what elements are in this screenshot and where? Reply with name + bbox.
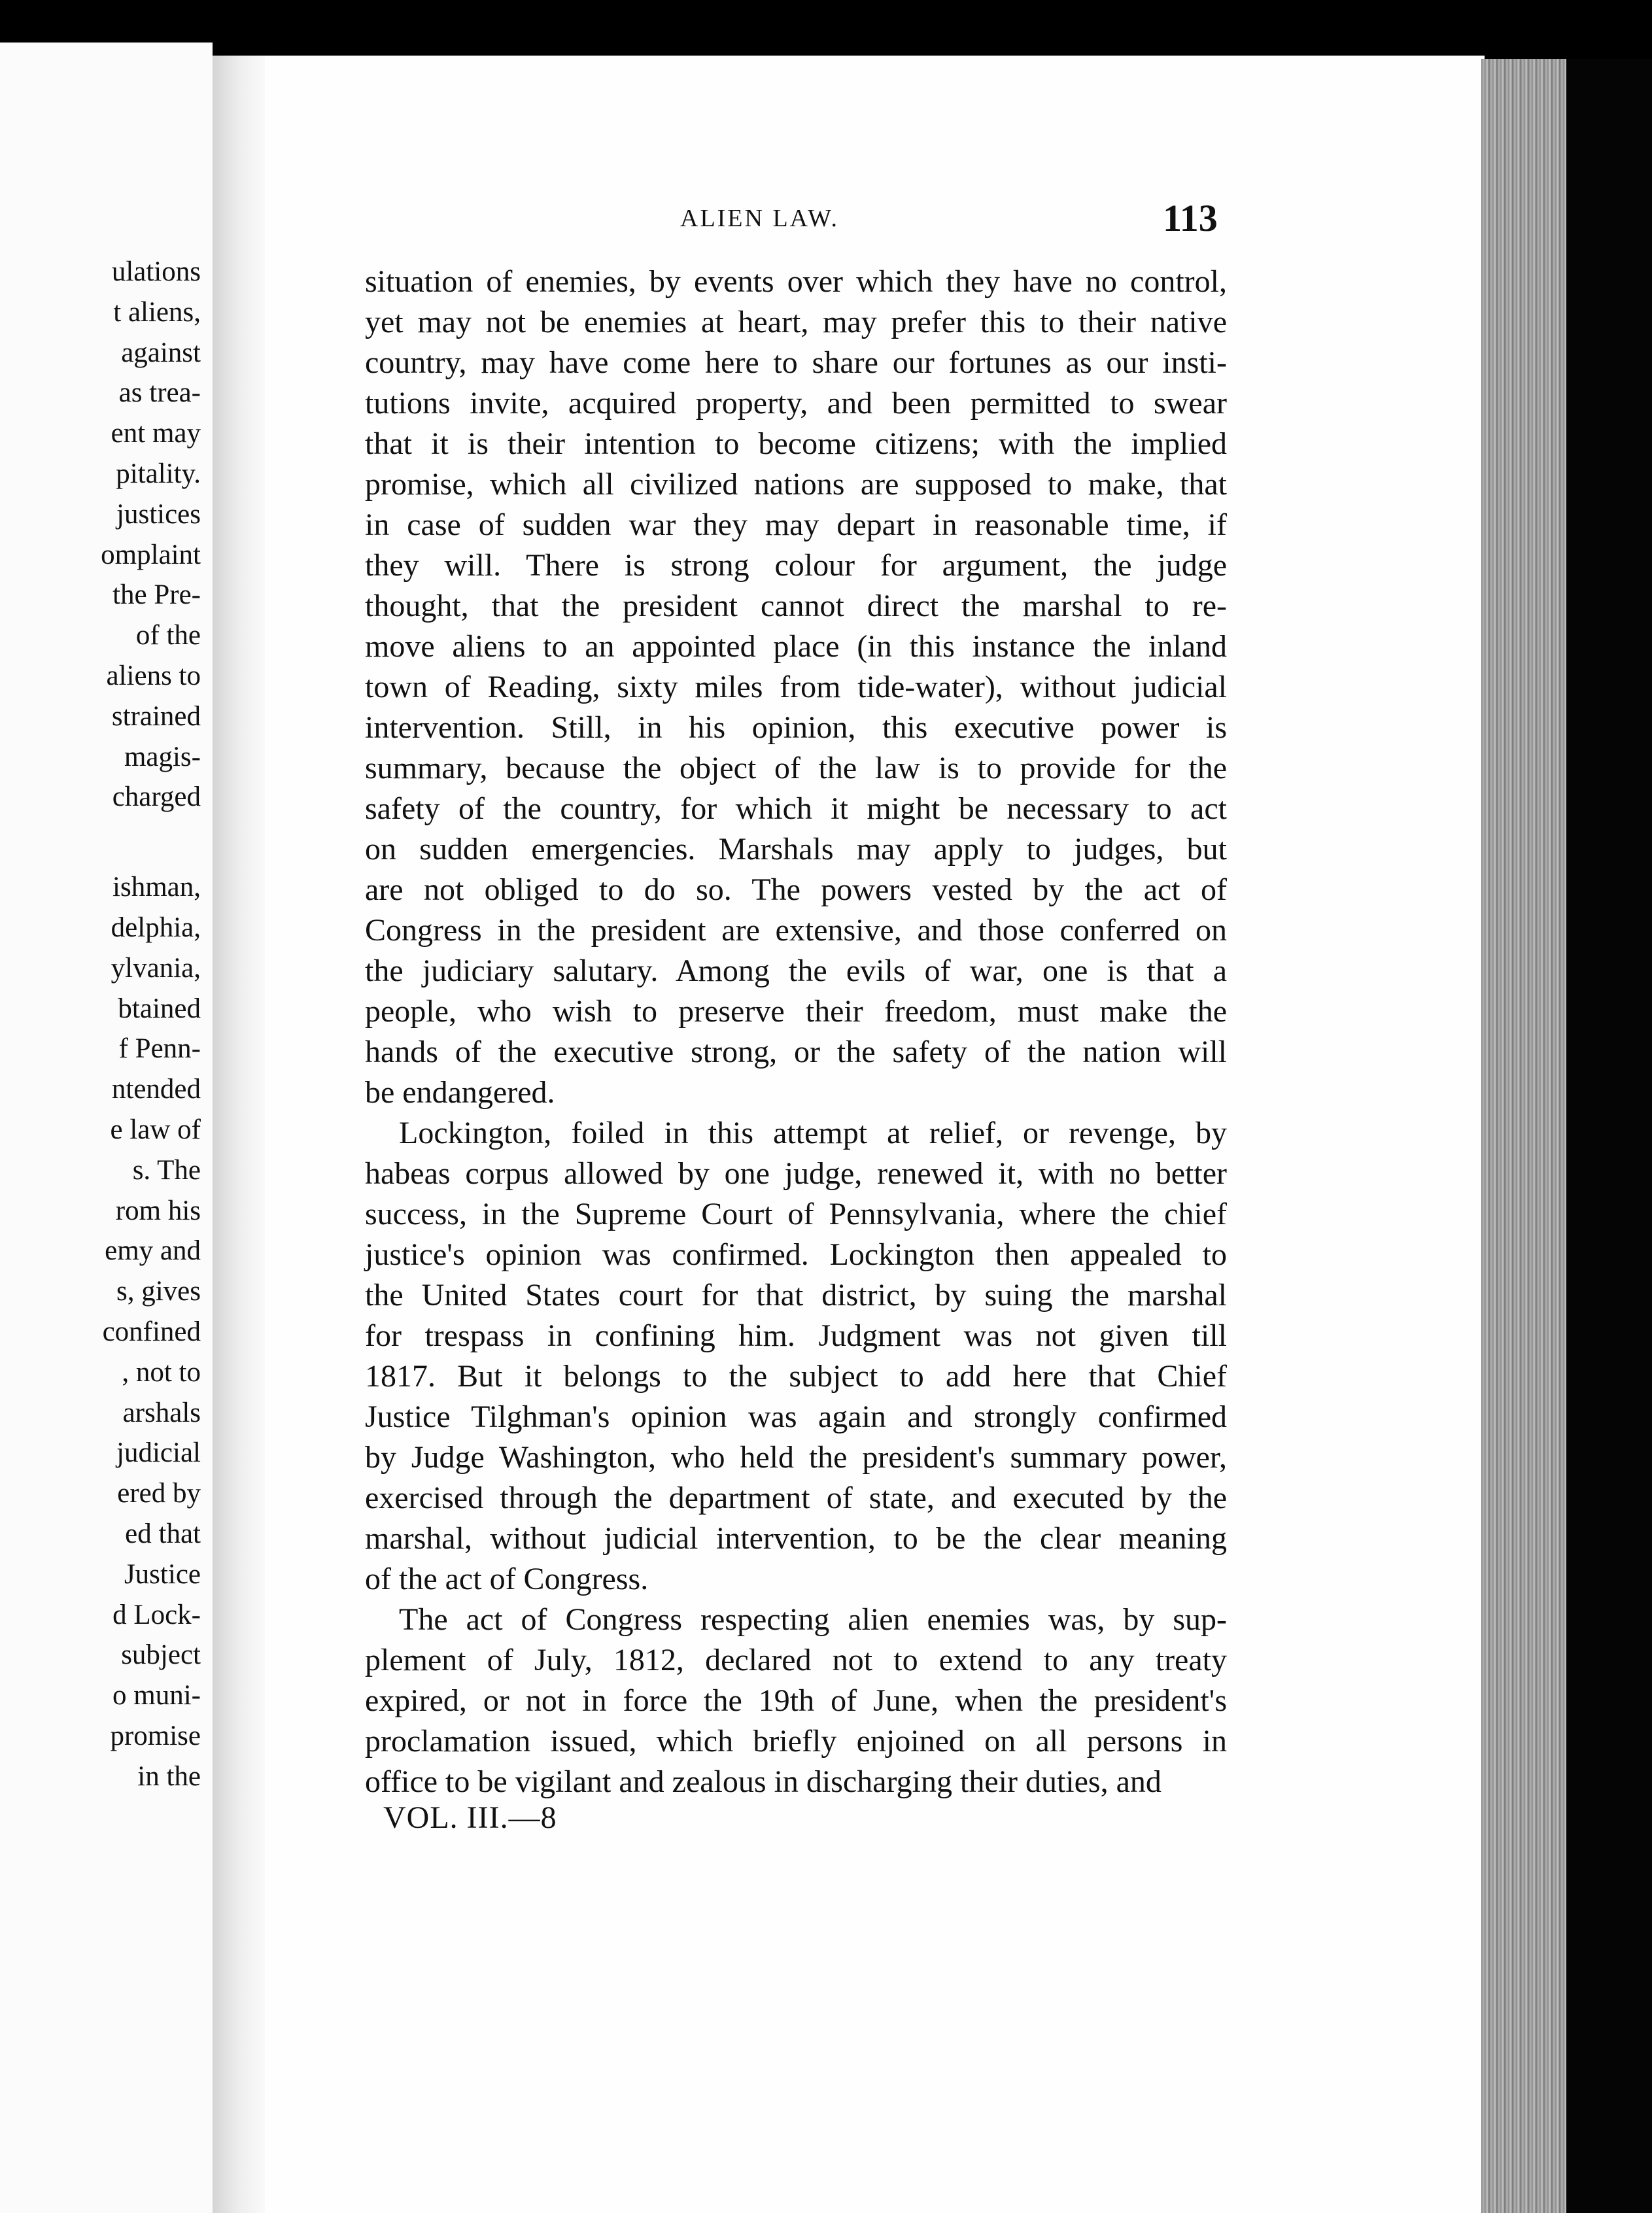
facing-page-line: justices	[116, 498, 201, 530]
facing-page-line: ntended	[111, 1074, 201, 1105]
text-line: Justice Tilghman's opinion was again and strongly confirmed	[365, 1399, 1227, 1434]
facing-page-line: ishman,	[112, 872, 201, 903]
text-line: move aliens to an appointed place (in this instance the inland	[365, 629, 1227, 664]
text-line: Lockington, foiled in this attempt at relief, or revenge, by	[399, 1116, 1227, 1150]
facing-page-line: omplaint	[101, 539, 201, 570]
facing-page-line: ylvania,	[111, 952, 201, 984]
facing-page-line: aliens to	[106, 660, 201, 691]
facing-page-line: s. The	[132, 1154, 201, 1186]
text-line: the United States court for that district, by suing the marshal	[365, 1278, 1227, 1312]
facing-page-line: Justice	[124, 1558, 201, 1590]
text-line: marshal, without judicial intervention, to be the clear meaning	[365, 1521, 1227, 1556]
paragraph	[365, 1600, 1227, 1802]
page-number: 113	[1163, 197, 1218, 239]
paragraph	[365, 262, 1227, 1113]
text-line: they will. There is strong colour for argument, the judge	[365, 548, 1227, 583]
facing-page-line: the Pre-	[112, 579, 201, 611]
text-line: the judiciary salutary. Among the evils of war, one is that a	[365, 953, 1227, 988]
facing-page-line: charged	[112, 781, 201, 813]
facing-page-line: judicial	[116, 1437, 201, 1469]
text-line: are not obliged to do so. The powers vested by the act of	[365, 872, 1227, 907]
text-line: office to be vigilant and zealous in discharging their duties, and	[365, 1764, 1162, 1799]
text-line: tutions invite, acquired property, and been permitted to swear	[365, 386, 1227, 420]
text-line: in case of sudden war they may depart in reasonable time, if	[365, 507, 1227, 542]
facing-page-line: as trea-	[118, 377, 201, 409]
facing-page-line: of the	[135, 620, 201, 651]
text-line: be endangered.	[365, 1075, 555, 1110]
page-fore-edge	[1481, 59, 1570, 2213]
facing-page	[0, 43, 213, 2213]
text-line: plement of July, 1812, declared not to extend to any treaty	[365, 1643, 1227, 1677]
text-line: on sudden emergencies. Marshals may apply to judges, but	[365, 832, 1227, 866]
facing-page-line: t aliens,	[113, 296, 201, 328]
text-line: hands of the executive strong, or the safety of the nation will	[365, 1035, 1227, 1069]
text-line: Congress in the president are extensive, and those conferred on	[365, 913, 1227, 948]
text-line: habeas corpus allowed by one judge, renewed it, with no better	[365, 1156, 1227, 1191]
facing-page-line: against	[121, 337, 201, 368]
facing-page-line: arshals	[122, 1397, 201, 1428]
facing-page-line: confined	[102, 1316, 201, 1347]
text-line: country, may have come here to share our fortunes as our insti-	[365, 345, 1227, 380]
text-line: expired, or not in force the 19th of June, when the president's	[365, 1683, 1227, 1718]
text-line: promise, which all civilized nations are supposed to make, that	[365, 467, 1227, 502]
facing-page-line: ent may	[111, 418, 201, 449]
text-line: for trespass in confining him. Judgment was not given till	[365, 1318, 1227, 1353]
text-line: The act of Congress respecting alien enemies was, by sup-	[399, 1602, 1227, 1637]
facing-page-line: , not to	[122, 1356, 201, 1388]
facing-page-line: ered by	[117, 1478, 201, 1509]
background-shadow	[1566, 59, 1652, 2213]
facing-page-line: delphia,	[111, 912, 201, 943]
facing-page-line: btained	[118, 993, 201, 1024]
facing-page-text	[5, 252, 201, 1796]
facing-page-line: pitality.	[116, 458, 201, 489]
facing-page-line: ed that	[125, 1518, 201, 1549]
facing-page-line: d Lock-	[112, 1599, 201, 1630]
text-line: safety of the country, for which it might be necessary to act	[365, 791, 1227, 826]
facing-page-line: magis-	[124, 741, 201, 772]
facing-page-line: e law of	[110, 1114, 201, 1145]
running-title: ALIEN LAW.	[680, 205, 839, 232]
text-line: success, in the Supreme Court of Pennsylvania, where the chief	[365, 1197, 1227, 1231]
text-line: that it is their intention to become citizens; with the implied	[365, 426, 1227, 461]
text-line: proclamation issued, which briefly enjoined on all persons in	[365, 1724, 1227, 1758]
text-line: thought, that the president cannot direct the marshal to re-	[365, 589, 1227, 623]
facing-page-line: subject	[121, 1639, 201, 1671]
facing-page-line: f Penn-	[118, 1033, 201, 1065]
paragraph	[365, 1113, 1227, 1600]
text-line: summary, because the object of the law is to provide for the	[365, 751, 1227, 785]
body-text	[365, 262, 1227, 1802]
facing-page-line: promise	[110, 1720, 201, 1751]
text-line: situation of enemies, by events over which they have no control,	[365, 264, 1227, 299]
text-line: yet may not be enemies at heart, may prefer this to their native	[365, 305, 1227, 339]
text-line: justice's opinion was confirmed. Lockington then appealed to	[365, 1237, 1227, 1272]
facing-page-line: in the	[137, 1760, 201, 1792]
facing-page-line: s, gives	[116, 1276, 201, 1307]
text-line: town of Reading, sixty miles from tide-water), without judicial	[365, 670, 1227, 704]
text-line: exercised through the department of state, and executed by the	[365, 1481, 1227, 1515]
facing-page-line: strained	[111, 700, 201, 732]
text-line: by Judge Washington, who held the president's summary power,	[365, 1440, 1227, 1475]
text-line: intervention. Still, in his opinion, this executive power is	[365, 710, 1227, 745]
facing-page-line: o muni-	[112, 1680, 201, 1711]
gutter-shadow	[213, 56, 271, 2213]
facing-page-line: rom his	[115, 1195, 201, 1226]
signature-mark: VOL. III.—8	[383, 1800, 557, 1835]
text-line: of the act of Congress.	[365, 1562, 649, 1596]
facing-page-line: emy and	[105, 1235, 201, 1267]
text-line: 1817. But it belongs to the subject to add here that Chief	[365, 1359, 1227, 1394]
facing-page-line: ulations	[111, 256, 201, 287]
text-line: people, who wish to preserve their freedom, must make the	[365, 994, 1227, 1029]
